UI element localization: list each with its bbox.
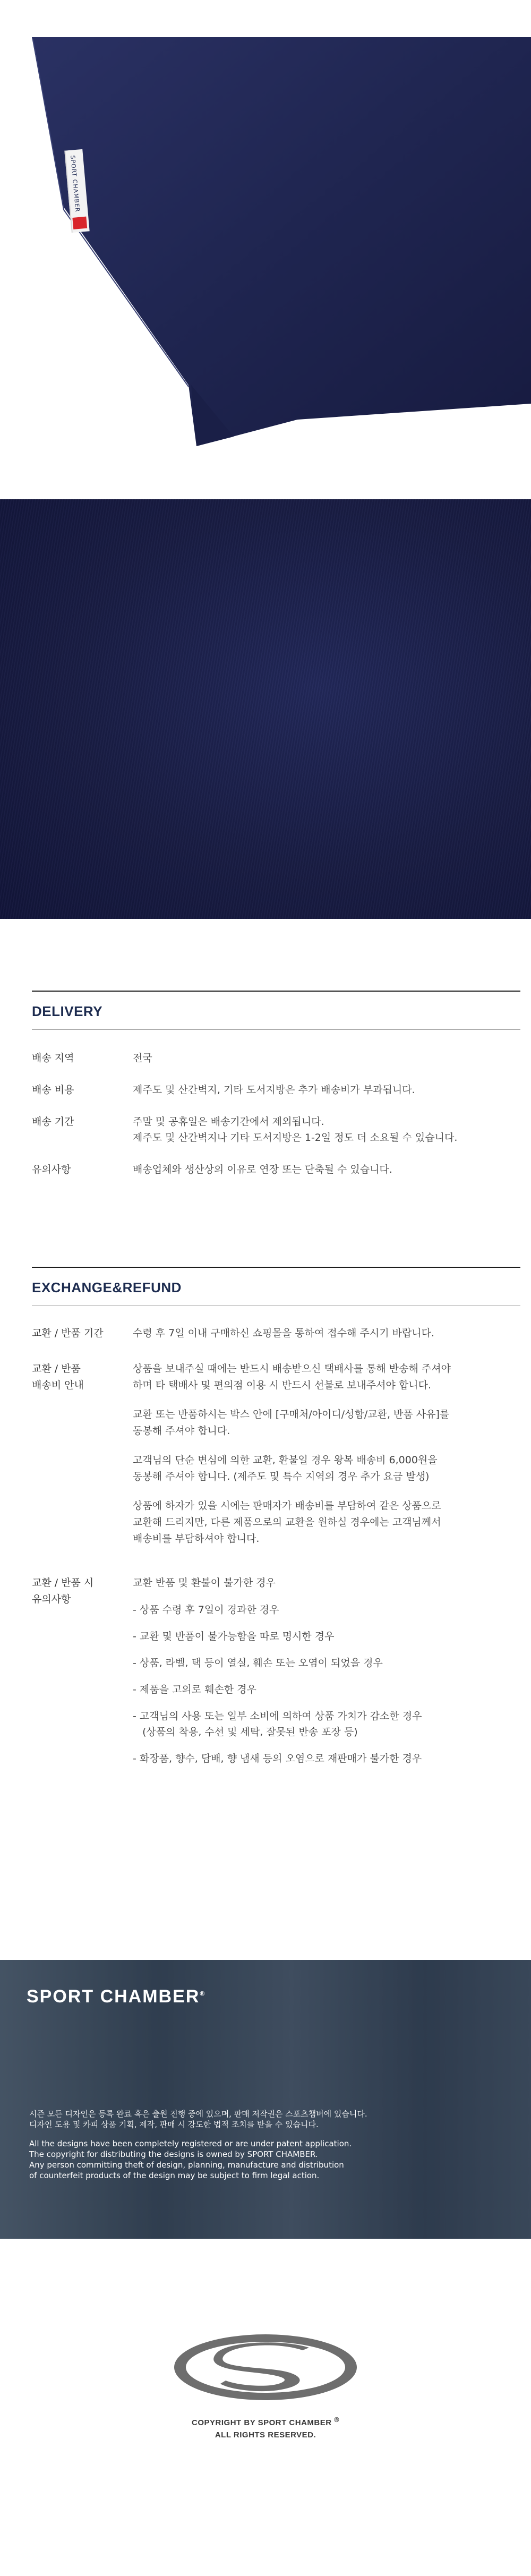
- condition-item: - 상품 수령 후 7일이 경과한 경우: [133, 1604, 279, 1616]
- condition-item: - 화장품, 향수, 담배, 향 냄새 등의 오염으로 재판매가 불가한 경우: [133, 1753, 422, 1764]
- condition-item: - 제품을 고의로 훼손한 경우: [133, 1684, 256, 1695]
- delivery-row-cost: [32, 1082, 520, 1098]
- condition-item: - 상품, 라벨, 택 등이 열실, 훼손 또는 오염이 되었을 경우: [133, 1657, 383, 1669]
- exchange-row-period: [32, 1325, 520, 1342]
- notice-line: All the designs have been completely registered or are under patent application.: [29, 2139, 352, 2148]
- exchange-label: 교환 / 반품 기간: [32, 1327, 104, 1339]
- product-photo-fabric: [0, 499, 531, 919]
- exchange-label: 교환 / 반품: [32, 1363, 81, 1375]
- notice-line: of counterfeit products of the design may be subject to firm legal action.: [29, 2171, 320, 2180]
- exchange-row-shipping: [32, 1361, 520, 1560]
- fabric-texture: [0, 499, 531, 919]
- condition-item: - 교환 및 반품이 불가능함을 따로 명시한 경우: [133, 1631, 335, 1642]
- shipping-guide-paragraph: 고객님의 단순 변심에 의한 교환, 환불일 경우 왕복 배송비 6,000원을 동봉해 주셔야 합니다. (제주도 및 특수 지역의 경우 추가 요금 발생): [133, 1454, 438, 1482]
- product-photo-hem: [0, 0, 531, 483]
- notice-line: 디자인 도용 및 카피 상품 기획, 제작, 판매 시 강도한 법적 조치를 받을 수 있습니다.: [29, 2120, 319, 2129]
- exchange-title: EXCHANGE&REFUND: [32, 1280, 182, 1295]
- footer-copyright: COPYRIGHT BY SPORT CHAMBER ® ALL RIGHTS RESERVED.: [192, 2416, 339, 2439]
- notes-intro: 교환 반품 및 환불이 불가한 경우: [133, 1577, 276, 1589]
- exchange-section: [32, 1267, 520, 1767]
- notice-line: Any person committing theft of design, planning, manufacture and distribution: [29, 2160, 344, 2170]
- exchange-label: 교환 / 반품 시: [32, 1577, 94, 1589]
- brand-emblem-icon: [170, 2332, 361, 2403]
- delivery-row-period: [32, 1114, 520, 1146]
- exchange-label: 유의사항: [32, 1593, 71, 1605]
- delivery-value: 배송업체와 생산상의 이유로 연장 또는 단축될 수 있습니다.: [133, 1164, 392, 1175]
- delivery-label: 배송 지역: [32, 1052, 74, 1064]
- shipping-guide-paragraph: 상품을 보내주실 때에는 반드시 배송받으신 택배사를 통해 반송해 주셔야 하며 타 택배사 및 편의점 이용 시 반드시 선불로 보내주셔야 합니다.: [133, 1363, 451, 1391]
- exchange-label: 배송비 안내: [32, 1379, 84, 1391]
- notice-line: The copyright for distributing the designs is owned by SPORT CHAMBER.: [29, 2149, 318, 2159]
- delivery-title: DELIVERY: [32, 1003, 103, 1019]
- notice-line: 시즌 모든 디자인은 등록 완료 혹은 출원 진행 중에 있으며, 판매 저작권은 스포츠챔버에 있습니다.: [29, 2109, 367, 2119]
- delivery-row-notes: [32, 1162, 520, 1178]
- shipping-guide-paragraph: 교환 또는 반품하시는 박스 안에 [구매처/아이디/성함/교환, 반품 사유]를 동봉해 주셔야 합니다.: [133, 1409, 450, 1437]
- exchange-row-notes: [32, 1575, 520, 1767]
- section-rule-thin: [32, 1029, 520, 1030]
- brand-banner: [0, 1960, 531, 2239]
- delivery-label: 배송 기간: [32, 1116, 74, 1128]
- condition-item: - 고객님의 사용 또는 일부 소비에 의하여 상품 가치가 감소한 경우 (상품의 착용, 수선 및 세탁, 잘못된 반송 포장 등): [133, 1710, 422, 1738]
- non-refundable-conditions: [133, 1602, 520, 1767]
- delivery-value: 제주도 및 산간벽지나 기타 도서지방은 1-2일 정도 더 소요될 수 있습니다.: [133, 1132, 458, 1144]
- delivery-label: 유의사항: [32, 1164, 71, 1175]
- tag-red-patch: [72, 217, 87, 229]
- delivery-section: [32, 991, 520, 1178]
- delivery-value: 전국: [133, 1052, 152, 1064]
- exchange-value: 수령 후 7일 이내 구매하신 쇼핑몰을 통하여 접수해 주시기 바랍니다.: [133, 1327, 435, 1339]
- copyright-notice: [29, 2109, 401, 2181]
- shipping-guide-paragraph: 상품에 하자가 있을 시에는 판매자가 배송비를 부담하여 같은 상품으로 교환해 드리지만, 다른 제품으로의 교환을 원하실 경우에는 고객님께서 배송비를 부담하셔야 합니다.: [133, 1500, 441, 1545]
- delivery-value: 제주도 및 산간벽지, 기타 도서지방은 추가 배송비가 부과됩니다.: [133, 1084, 415, 1096]
- label-tag-text: SPORT CHAMBER: [69, 155, 81, 213]
- delivery-value: 주말 및 공휴일은 배송기간에서 제외됩니다.: [133, 1116, 324, 1128]
- delivery-row-region: [32, 1050, 520, 1066]
- delivery-label: 배송 비용: [32, 1084, 74, 1096]
- brand-logo: SPORT CHAMBER®: [27, 1986, 206, 2007]
